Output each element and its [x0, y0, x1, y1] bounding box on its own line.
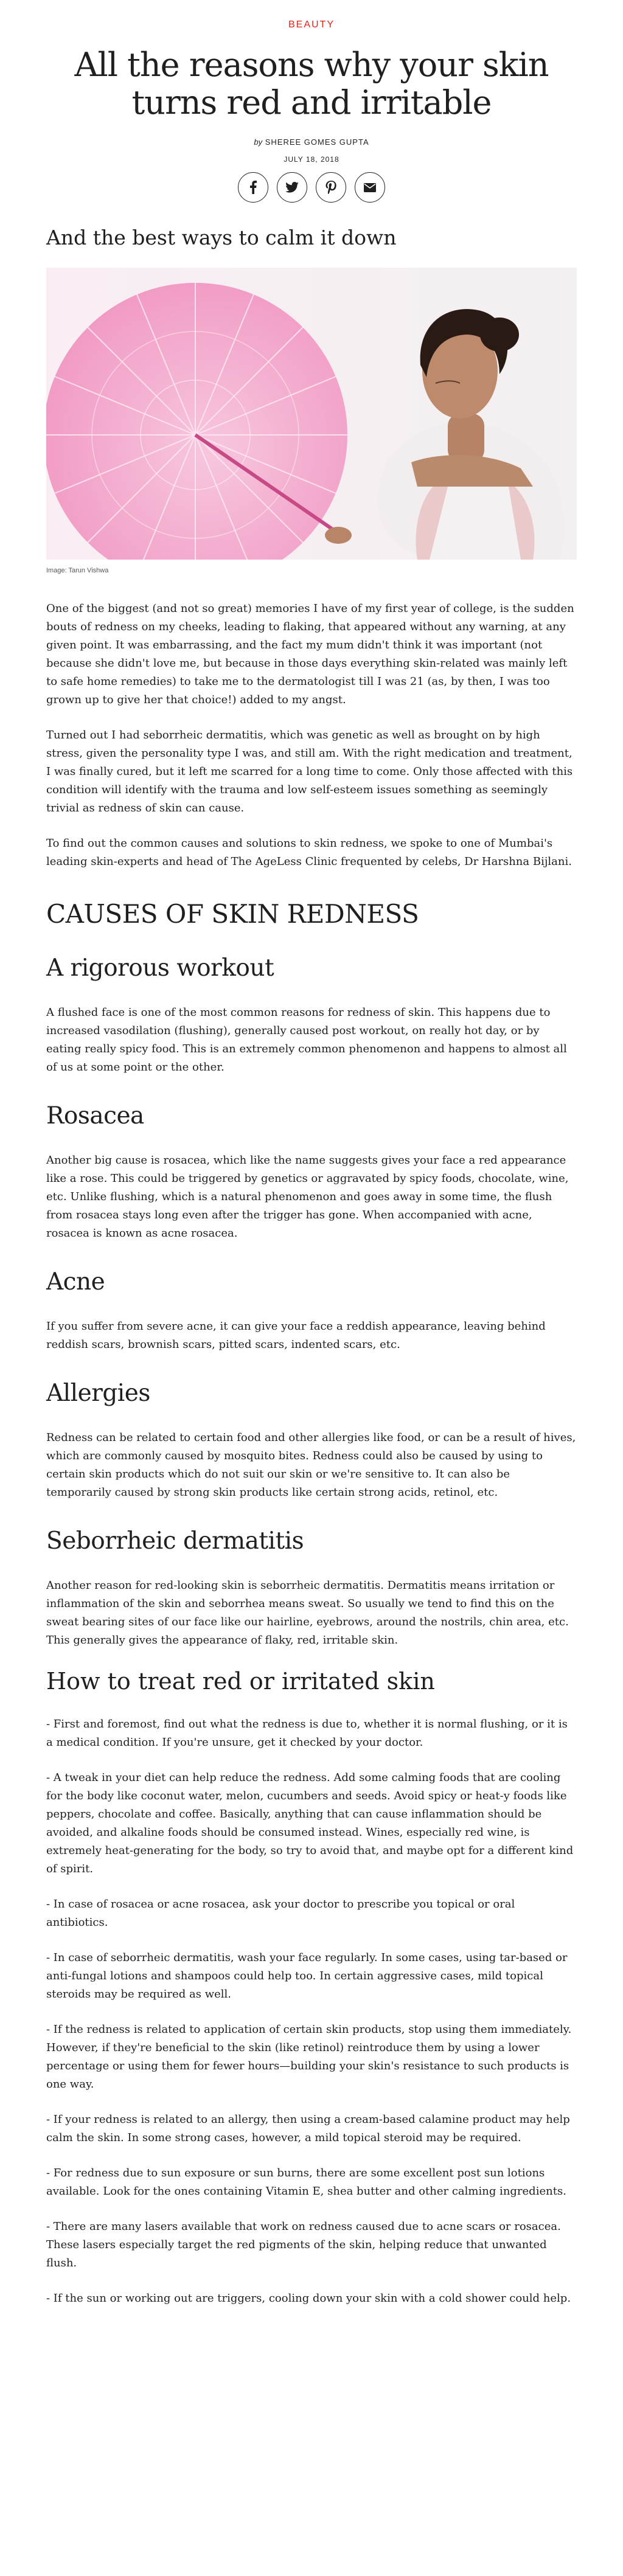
image-credit: Image: Tarun Vishwa — [46, 567, 109, 574]
section-heading-treatment: How to treat red or irritated skin — [46, 1668, 435, 1695]
intro-paragraph: To find out the common causes and solutions to skin redness, we spoke to one of Mumbai's leading skin-experts and head of The AgeLess Clinic frequented by celebs, Dr Harshna Bijlani. — [46, 837, 572, 868]
twitter-icon[interactable] — [277, 172, 307, 203]
cause-heading: A rigorous workout — [46, 954, 274, 982]
cause-paragraph: Another big cause is rosacea, which like the name suggests gives your face a red appearance like a rose. This could be triggered by genetics or aggravated by spicy foods, chocolate, wine, etc. Unlike flushing, which is a natural phenomenon and goes away in some time, the flush from rosacea stays long even after the trigger has gone. When accompanied with acne, rosacea is known as acne rosacea. — [46, 1154, 569, 1240]
treatment-item: - In case of seborrheic dermatitis, wash your face regularly. In some cases, using tar-based or anti-fungal lotions and shampoos could help too. In certain aggressive cases, mild topical steroids may be required as well. — [46, 1951, 568, 2001]
category-label[interactable]: BEAUTY — [288, 19, 335, 30]
treatment-item: - If the redness is related to application of certain skin products, stop using them immediately. However, if they're beneficial to the skin (like retinol) reintroduce them by using a lower percentage or using them for fewer hours—building your skin's resistance to such products is one way. — [46, 2023, 572, 2091]
email-icon[interactable] — [355, 172, 385, 203]
treatment-item: - If the sun or working out are triggers, cooling down your skin with a cold shower could help. — [46, 2292, 571, 2305]
treatment-item: - There are many lasers available that work on redness caused due to acne scars or rosacea. These lasers especially target the red pigments of the skin, helping reduce that unwanted flush. — [46, 2220, 561, 2269]
article-body — [46, 600, 577, 2308]
treatment-item: - First and foremost, find out what the redness is due to, whether it is normal flushing, or it is a medical condition. If you're unsure, get it checked by your doctor. — [46, 1718, 568, 1749]
cause-paragraph: Another reason for red-looking skin is seborrheic dermatitis. Dermatitis means irritation or inflammation of the skin and seborrhea means sweat. So usually we tend to find this on the sweat bearing sites of our face like our hairline, eyebrows, around the nostrils, chin area, etc. This generally gives the appearance of flaky, red, irritable skin. — [46, 1579, 569, 1647]
article — [46, 0, 577, 2325]
cause-paragraph: Redness can be related to certain food and other allergies like food, or can be a result of hives, which are commonly caused by mosquito bites. Redness could also be caused by using to certain skin products which do not suit our skin or we're sensitive to. It can also be temporarily caused by strong skin products like certain strong acids, retinol, etc. — [46, 1431, 576, 1499]
article-title: All the reasons why your skin turns red and irritable — [74, 46, 549, 122]
treatment-item: - If your redness is related to an allergy, then using a cream-based calamine product may help calm the skin. In some strong cases, however, a mild topical steroid may be required. — [46, 2113, 570, 2144]
treatment-item: - For redness due to sun exposure or sun burns, there are some excellent post sun lotions available. Look for the ones containing Vitamin E, shea butter and other calming ingredients. — [46, 2167, 566, 2198]
section-heading-causes: CAUSES OF SKIN REDNESS — [46, 899, 419, 929]
article-subtitle: And the best ways to calm it down — [46, 226, 397, 249]
treatment-item: - A tweak in your diet can help reduce the redness. Add some calming foods that are cooling for the body like coconut water, melon, cucumbers and seeds. Avoid spicy or heat-y foods like peppers, chocolate and coffee. Basically, anything that can cause inflammation should be avoided, and alkaline foods should be consumed instead. Wines, especially red wine, is extremely heat-generating for the body, so try to avoid that, and maybe opt for a different kind of spirit. — [46, 1771, 574, 1875]
publish-date: JULY 18, 2018 — [284, 155, 339, 164]
author-name[interactable]: SHEREE GOMES GUPTA — [265, 137, 369, 147]
intro-paragraph: One of the biggest (and not so great) memories I have of my first year of college, is the sudden bouts of redness on my cheeks, leading to flaking, that appeared without any warning, at any given point. It was embarrassing, and the fact my mum didn't think it was important (not because she didn't love me, but because in those days everything skin-related was mainly left to safe home remedies) to take me to the dermatologist till I was 21 (as, by then, I was too grown up to give her that choice!) added to my angst. — [46, 602, 574, 706]
cause-heading: Acne — [46, 1268, 105, 1296]
facebook-icon[interactable] — [238, 172, 268, 203]
cause-heading: Seborrheic dermatitis — [46, 1527, 304, 1555]
treatment-item: - In case of rosacea or acne rosacea, ask your doctor to prescribe you topical or oral antibiotics. — [46, 1898, 515, 1929]
cause-paragraph: If you suffer from severe acne, it can give your face a reddish appearance, leaving behind reddish scars, brownish scars, pitted scars, indented scars, etc. — [46, 1320, 546, 1351]
share-bar — [46, 172, 577, 203]
cause-paragraph: A flushed face is one of the most common reasons for redness of skin. This happens due to increased vasodilation (flushing), generally caused post workout, on really hot day, or by eating really spicy food. This is an extremely common phenomenon and happens to almost all of us at some point or the other. — [46, 1006, 567, 1074]
byline — [46, 137, 577, 147]
pinterest-icon[interactable] — [316, 172, 346, 203]
hero-image — [46, 268, 577, 560]
cause-heading: Allergies — [46, 1380, 150, 1407]
cause-heading: Rosacea — [46, 1102, 144, 1130]
intro-paragraph: Turned out I had seborrheic dermatitis, which was genetic as well as brought on by high stress, given the personality type I was, and still am. With the right medication and treatment, I was finally cured, but it left me scarred for a long time to come. Only those affected with this condition will identify with the trauma and low self-esteem issues something as seemingly trivial as redness of skin can cause. — [46, 729, 573, 814]
byline-prefix: by — [254, 137, 263, 147]
